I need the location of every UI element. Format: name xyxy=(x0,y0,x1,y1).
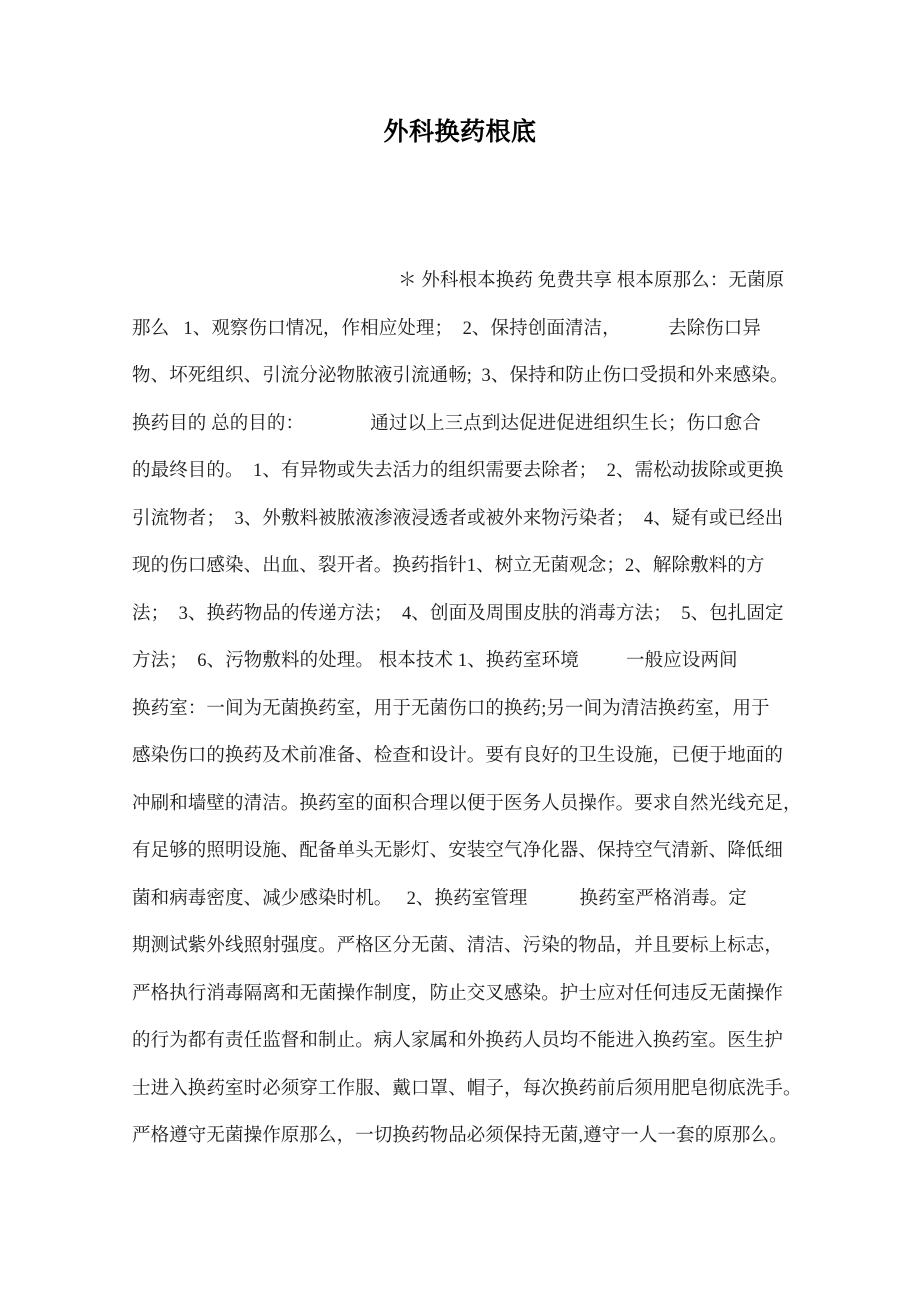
body-line: 的最终目的。 1、有异物或失去活力的组织需要去除者； 2、需松动拔除或更换 xyxy=(132,461,784,481)
body-line: ＊ 外科根本换药 免费共享 根本原那么：无菌原 xyxy=(398,271,785,291)
body-line: 感染伤口的换药及术前准备、检查和设计。要有良好的卫生设施，已便于地面的 xyxy=(132,746,784,766)
body-line: 严格遵守无菌操作原那么，一切换药物品必须保持无菌,遵守一人一套的原那么。 xyxy=(132,1126,788,1146)
body-line: 换药室：一间为无菌换药室，用于无菌伤口的换药;另一间为清洁换药室，用于 xyxy=(132,698,770,719)
body-line: 换药目的 总的目的： 通过以上三点到达促进促进组织生长；伤口愈合 xyxy=(132,413,761,434)
page-title: 外科换药根底 xyxy=(383,118,537,146)
body-line: 引流物者； 3、外敷料被脓液渗液浸透者或被外来物污染者； 4、疑有或已经出 xyxy=(132,508,784,529)
body-line: 物、坏死组织、引流分泌物脓液引流通畅; 3、保持和防止伤口受损和外来感染。 xyxy=(132,366,789,386)
body-line: 方法； 6、污物敷料的处理。 根本技术 1、换药室环境 一般应设两间 xyxy=(132,651,738,671)
body-line: 的行为都有责任监督和制止。病人家属和外换药人员均不能进入换药室。医生护 xyxy=(132,1031,784,1051)
body-line: 现的伤口感染、出血、裂开者。换药指针1、树立无菌观念；2、解除敷料的方 xyxy=(132,556,765,576)
body-line: 期测试紫外线照射强度。严格区分无菌、清洁、污染的物品，并且要标上标志， xyxy=(132,936,784,956)
body-line: 严格执行消毒隔离和无菌操作制度，防止交叉感染。护士应对任何违反无菌操作 xyxy=(132,983,784,1004)
body-line: 法； 3、换药物品的传递方法； 4、创面及周围皮肤的消毒方法； 5、包扎固定 xyxy=(132,603,784,624)
document-body xyxy=(132,258,802,1161)
body-line: 冲刷和墙壁的清洁。换药室的面积合理以便于医务人员操作。要求自然光线充足， xyxy=(132,793,802,814)
body-line: 那么 1、观察伤口情况，作相应处理； 2、保持创面清洁， 去除伤口异 xyxy=(132,318,761,339)
body-line: 菌和病毒密度、减少感染时机。 2、换药室管理 换药室严格消毒。定 xyxy=(132,888,747,909)
body-line: 士进入换药室时必须穿工作服、戴口罩、帽子，每次换药前后须用肥皂彻底洗手。 xyxy=(132,1078,802,1099)
body-line: 有足够的照明设施、配备单头无影灯、安装空气净化器、保持空气清新、降低细 xyxy=(132,841,784,861)
